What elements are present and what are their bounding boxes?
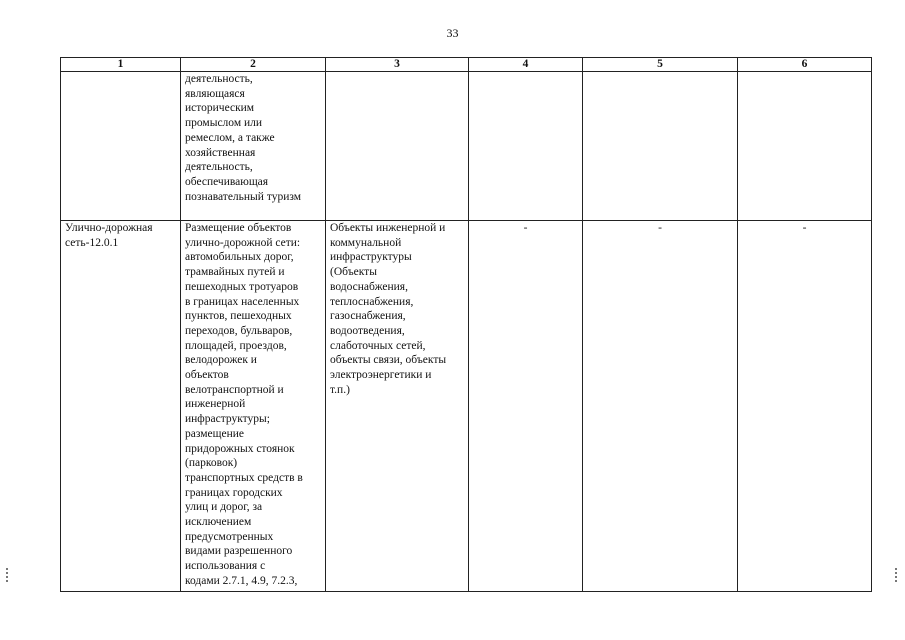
cell-col6: [738, 72, 872, 221]
scan-margin-mark-right: [895, 568, 899, 582]
cell-text-line: видами разрешенного: [185, 545, 293, 558]
cell-text-line: обеспечивающая: [185, 175, 269, 188]
cell-description: [181, 221, 326, 592]
column-header-5: 5: [583, 58, 738, 72]
cell-text-line: границах городских: [185, 486, 283, 499]
cell-text-line: объекты связи, объекты: [330, 354, 447, 367]
cell-text-line: историческим: [185, 102, 255, 115]
cell-text-line: использования с: [185, 560, 266, 573]
zoning-table: [60, 57, 872, 592]
cell-text-line: придорожных стоянок: [185, 442, 295, 455]
cell-text-line: площадей, проездов,: [185, 339, 287, 352]
cell-text-line: автомобильных дорог,: [185, 251, 294, 264]
cell-text-line: Объекты инженерной и: [330, 222, 446, 234]
cell-text-line: предусмотренных: [185, 530, 274, 543]
cell-text-line: транспортных средств в: [185, 471, 303, 484]
table-header-row: [61, 58, 872, 72]
cell-text-line: велотранспортной и: [185, 383, 284, 396]
cell-text-line: пешеходных тротуаров: [185, 280, 299, 293]
cell-text-line: слаботочных сетей,: [330, 339, 426, 352]
cell-text-line: промыслом или: [185, 117, 263, 130]
cell-text-line: кодами 2.7.1, 4.9, 7.2.3,: [185, 574, 298, 587]
column-header-2: 2: [181, 58, 326, 72]
cell-text-line: сеть-12.0.1: [65, 236, 119, 249]
cell-text-line: деятельность,: [185, 73, 253, 85]
cell-text-line: коммунальной: [330, 236, 402, 249]
page-number: 33: [446, 26, 459, 40]
cell-text-line: Размещение объектов: [185, 222, 292, 234]
cell-text-line: инфраструктуры: [330, 251, 412, 264]
cell-text-line: велодорожек и: [185, 354, 257, 367]
cell-text-line: познавательный туризм: [185, 190, 301, 203]
table-row: [61, 72, 872, 221]
column-header-6: 6: [738, 58, 872, 72]
cell-text-line: водоснабжения,: [330, 280, 408, 293]
column-header-3: 3: [326, 58, 469, 72]
cell-text-line: трамвайных путей и: [185, 266, 285, 279]
cell-text-line: деятельность,: [185, 161, 253, 174]
cell-text-line: переходов, бульваров,: [185, 324, 293, 337]
cell-text-line: улиц и дорог, за: [185, 501, 263, 514]
cell-text-line: (Объекты: [330, 266, 377, 279]
cell-text-line: Улично-дорожная: [65, 222, 153, 234]
cell-col5: -: [583, 221, 738, 592]
cell-description: [181, 72, 326, 221]
cell-text-line: электроэнергетики и: [330, 369, 432, 382]
cell-text-line: объектов: [185, 369, 229, 382]
cell-text-line: т.п.): [330, 383, 350, 396]
cell-text-line: инфраструктуры;: [185, 413, 270, 426]
cell-auxiliary-uses: [326, 72, 469, 221]
table-row: [61, 221, 872, 592]
cell-col6: -: [738, 221, 872, 592]
cell-text-line: инженерной: [185, 398, 246, 411]
cell-text-line: водоотведения,: [330, 324, 405, 337]
cell-land-use-type: [61, 72, 181, 221]
cell-text-line: в границах населенных: [185, 295, 300, 308]
cell-text-line: теплоснабжения,: [330, 295, 414, 308]
cell-text-line: улично-дорожной сети:: [185, 236, 301, 249]
cell-text-line: пунктов, пешеходных: [185, 310, 292, 323]
cell-col5: [583, 72, 738, 221]
cell-auxiliary-uses: [326, 221, 469, 592]
cell-text-line: размещение: [185, 427, 244, 440]
scan-margin-mark-left: [6, 568, 10, 582]
cell-land-use-type: [61, 221, 181, 592]
cell-col4: [469, 72, 583, 221]
cell-text-line: хозяйственная: [185, 146, 256, 159]
cell-text-line: ремеслом, а также: [185, 131, 275, 144]
cell-text-line: (парковок): [185, 457, 238, 470]
column-header-1: 1: [61, 58, 181, 72]
cell-text-line: исключением: [185, 516, 252, 529]
cell-text-line: являющаяся: [185, 87, 245, 100]
cell-col4: -: [469, 221, 583, 592]
column-header-4: 4: [469, 58, 583, 72]
cell-text-line: газоснабжения,: [330, 310, 406, 323]
